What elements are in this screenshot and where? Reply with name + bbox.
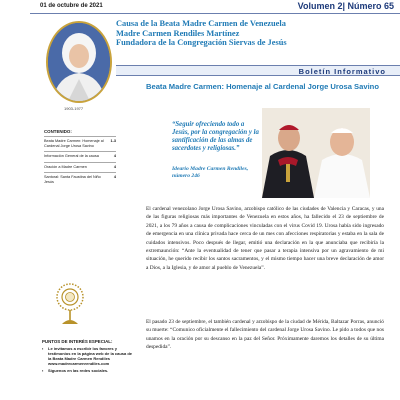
nun-portrait-image [48,23,110,101]
header-line: Causa de la Beata Madre Carmen de Venezuela [116,19,286,28]
top-bar [30,0,400,14]
puntos-item [42,346,134,366]
cardinal-and-pope-photo [262,108,370,198]
table-of-contents [44,136,116,188]
toc-item-title: Oración a Madre Carmen [44,164,87,169]
toc-item-title: Santoral: Santa Faustina del Niño Jesús [44,175,101,184]
toc-item-title: Beata Madre Carmen: Homenaje al Cardenal Jorge Urosa Savino [44,139,104,148]
issue-date: 01 de octubre de 2021 [40,3,103,9]
header-line: Madre Carmen Rendiles Martínez [116,28,240,38]
toc-item[interactable] [44,162,116,173]
toc-item[interactable] [44,151,116,162]
bullet-icon: ▪ [42,368,44,373]
toc-item-page: 4 [113,154,116,159]
newsletter-header [116,19,386,48]
pull-quote: “Seguir ofreciendo todo a Jesús, por la congregación y la santificación de las almas de sacerdotes y religiosas.” [172,121,259,152]
puntos-item [42,368,134,373]
boletin-label: Boletín Informativo [298,67,386,76]
toc-item-page: 4 [113,175,116,180]
toc-item-title: Información General de la causa [44,154,99,159]
article-paragraph: El pasado 23 de septiembre, el también cardenal y arzobispo de la ciudad de Mérida, Baltazar Porras, anunció su muerte: “Comunico oficialmente el fallecimiento del cardenal Jorge Urosa Savino. Le pido a todos que nos unamos en la oración por su descanso en la paz del Señor. Próximamente daremos los detalles de su última despedida”. [146,319,384,351]
puntos-title: PUNTOS DE INTERÉS ESPECIAL: [42,339,113,344]
header-line: Fundadora de la Congregación Siervas de Jesús [116,38,287,47]
special-interest-points [42,339,134,375]
toc-item-page: 1-3 [110,139,116,143]
quote-attribution: Ideario Madre Carmen Rendiles, número 246 [172,166,249,179]
bullet-icon: ▪ [42,346,44,351]
cardinal-and-pope-image [262,108,370,198]
article-paragraph: El cardenal venezolano Jorge Urosa Savino, arzobispo católico de las ciudades de Valencia y Caracas, y una de las figuras religiosas más importantes de Venezuela en estos años, ha fallecido el 23 de septiembre de 2021, a los 79 años a causa de complicaciones vinculadas con el virus Covid 19. Urosa había sido ingresado de emergencia en una clínica privada hace cerca de un mes con afecciones respiratorias y estaba en la sala de cuidados intensivos. Poco después de llegar, emitió una declaración en la que anunciaba que recibiría la extremaunción: “Ante la eventualidad de tener que pasar a terapia intensiva por un agravamiento de mi situación, he querido recibir los santos sacramentos, y el mismo tiempo hacer una breve declaración de amor a Dios, a la Iglesia, y de amor al pueblo de Venezuela”. [146,206,384,271]
madre-carmen-portrait [46,21,112,103]
monstrance-icon [50,282,90,326]
boletin-bar [116,65,400,76]
puntos-item-text: Síguenos en las redes sociales. [48,368,109,373]
volume-number: Volumen 2| Número 65 [297,1,394,11]
contents-label: CONTENIDO: [44,129,72,134]
puntos-item-text: Le invitamos a escribir los favores y testimonios en la página web de la causa de la Beata Madre Carmen Rendiles www.madrecarmenrendiles.com [48,346,133,366]
toc-item[interactable] [44,136,116,151]
toc-item[interactable] [44,172,116,187]
portrait-caption: 1903-1977 [64,106,84,111]
toc-item-page: 4 [113,164,116,169]
article-title: Beata Madre Carmen: Homenaje al Cardenal Jorge Urosa Savino [146,82,379,91]
